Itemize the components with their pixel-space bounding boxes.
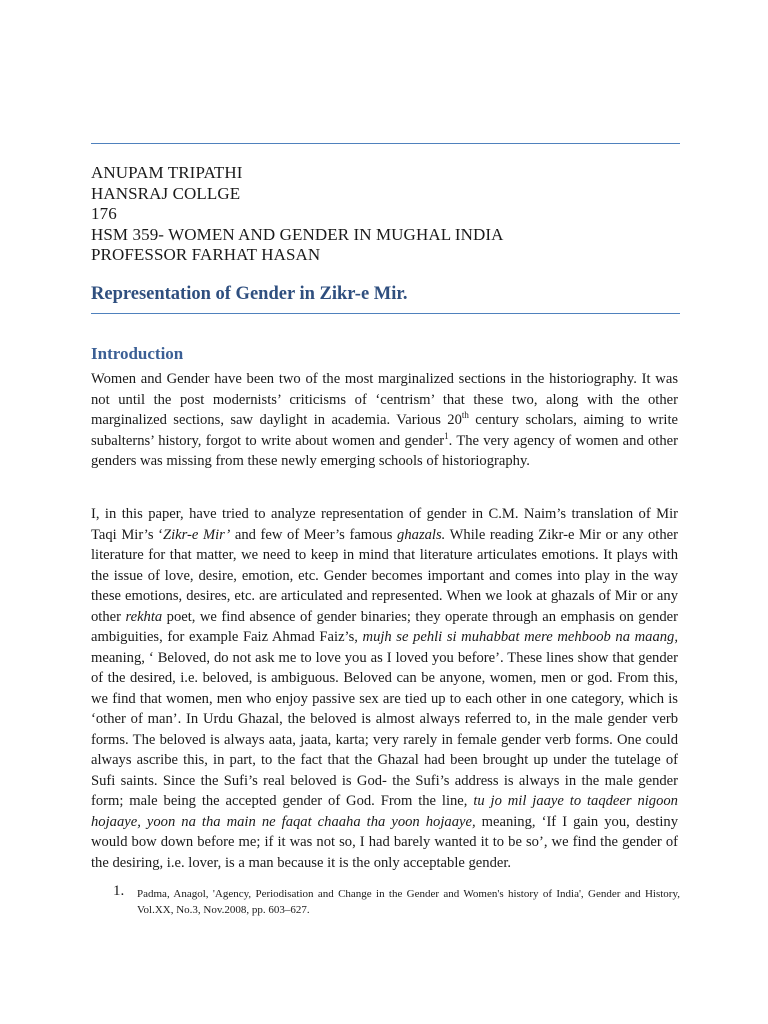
- footnote-number: 1.: [113, 883, 125, 899]
- course-title: HSM 359- WOMEN AND GENDER IN MUGHAL INDIA: [91, 224, 504, 244]
- footnote: [113, 883, 680, 918]
- introduction-paragraph-2: I, in this paper, have tried to analyze representation of gender in C.M. Naim’s translation of Mir Taqi Mir’s ‘Zikr-e Mir’ and few of Meer’s famous ghazals. While reading Zikr-e Mir or any other literature for that matter, we need to keep in mind that literature articulates emotions. It plays with the issue of love, desire, emotion, etc. Gender becomes important and comes into play in the way these emotions, desires, etc. are articulated and represented. When we look at ghazals of Mir or any other rekhta poet, we find absence of gender binaries; they operate through an emphasis on gender ambiguities, for example Faiz Ahmad Faiz’s, mujh se pehli si muhabbat mere mehboob na maang, meaning, ‘ Beloved, do not ask me to love you as I loved you before’. These lines show that gender of the desired, i.e. beloved, is ambiguous. Beloved can be anyone, women, men or god. From this, we find that women, men who enjoy passive sex are tied up to each other in one category, which is ‘other of man’. In Urdu Ghazal, the beloved is almost always referred to, in the male gender verb forms. The beloved is always aata, jaata, karta; very rarely in female gender verb forms. One could always ascribe this, in part, to the fact that the Ghazal had been brought up under the tutelage of Sufi saints. Since the Sufi’s real beloved is God- the Sufi’s address is always in the male gender form; male being the accepted gender of God. From the line, tu jo mil jaaye to taqdeer nigoon hojaaye, yoon na tha main ne faqat chaaha tha yoon hojaaye, meaning, ‘If I gain you, destiny would bow down before me; if it was not so, I had barely wanted it to be so’, we find the gender of the desiring, i.e. lover, is a man because it is the only acceptable gender.: [91, 506, 679, 871]
- roll-number: 176: [91, 204, 117, 223]
- professor-name: PROFESSOR FARHAT HASAN: [91, 245, 321, 264]
- top-divider: [91, 143, 680, 144]
- author-name: ANUPAM TRIPATHI: [91, 163, 243, 182]
- footnote-text: Padma, Anagol, 'Agency, Periodisation and Change in the Gender and Women's history of India', Gender and History, Vol.XX, No.3, Nov.2008, pp. 603–627.: [137, 888, 680, 916]
- introduction-heading: Introduction: [91, 344, 184, 363]
- college-name: HANSRAJ COLLGE: [91, 183, 241, 203]
- author-header: [91, 163, 504, 266]
- introduction-paragraph-1: Women and Gender have been two of the most marginalized sections in the historiography. It was not until the post modernists’ criticisms of ‘centrism’ that these two, along with the other marginalized sections, saw daylight in academia. Various 20th century scholars, aiming to write subalterns’ history, forgot to write about women and gender$^1$. The very agency of women and other genders was missing from these newly emerging schools of historiography.: [91, 371, 678, 469]
- footnote-reference[interactable]: 1: [444, 430, 449, 441]
- superscript-th: th: [461, 410, 469, 420]
- title-divider: [91, 313, 680, 314]
- document-title: Representation of Gender in Zikr-e Mir.: [91, 284, 408, 304]
